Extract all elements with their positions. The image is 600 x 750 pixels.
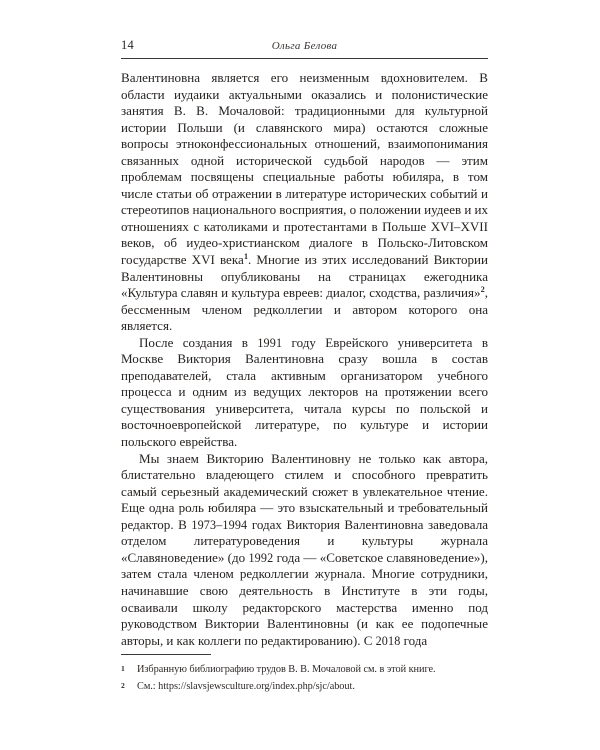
oldstyle-figure: 1992	[248, 550, 274, 565]
page-folio-number: 14	[121, 38, 134, 52]
footnote-marker: 2	[121, 680, 125, 690]
body-paragraph: Мы знаем Викторию Валентиновну не только как автора, блистательно владеющего стилем и способного превратить самый серьезный академический сюжет в увлекательное чтение. Еще одна роль юбиляра — это взыскательный и требовательный редактор. В 1973–1994 годах Виктория Валентиновна заведовала отделом литературоведения и культуры журнала «Славяноведение» (до 1992 года — «Советское славяноведение»), затем стала членом редколлегии журнала. Многие сотрудники, начинавшие свою деятельность в Институте в эти годы, осваивали школу редакторского мастерства именно под руководством Виктории Валентиновны (и как ее подопечные авторы, и как коллеги по редактированию). С 2018 года	[121, 450, 489, 648]
footnote-list	[121, 663, 488, 693]
oldstyle-figure: 2018	[375, 633, 401, 648]
body-text-block	[121, 70, 488, 649]
running-head-title: Ольга Белова	[271, 40, 338, 52]
body-paragraph: После создания в 1991 году Еврейского университета в Москве Виктория Валентиновна сразу вошла в состав преподавателей, стала активным организатором учебного процесса и одним из ведущих лекторов на протяжении всего существования университета, читала курсы по польской и восточноевропейской литературе, по культуре и истории польского еврейства.	[121, 334, 488, 450]
footnote-item	[121, 663, 488, 677]
footnote-reference[interactable]: 2	[480, 285, 485, 295]
footnote-text: Избранную библиографию трудов В. В. Мочаловой см. в этой книге.	[137, 664, 436, 675]
footnote-marker: 1	[121, 664, 125, 673]
body-paragraph: Валентиновна является его неизменным вдохновителем. В области иудаики актуальными оказались и полонистические занятия В. В. Мочаловой: традиционными для культурной истории Польши (и славянского мира) остаются сложные вопросы этноконфессиональных отношений, взаимопонимания связанных одной исторической судьбой народов — этим проблемам посвящены специальные работы юбиляра, в том числе статьи об отражении в литературе исторических событий и стереотипов национального восприятия, о положении иудеев и их отношениях с католиками и протестантами в Польше XVI–XVII веков, об иудео-христианском диалоге в Польско-Литовском государстве XVI века$^1$. Многие из этих исследований Виктории Валентиновны опубликованы на страницах ежегодника «Культура славян и культура евреев: диалог, сходства, различия»$^2$, бессменным членом редколлегии и автором которого она является.	[121, 70, 488, 334]
footnote-area	[121, 654, 488, 696]
footnote-text: См.: https://slavsjewsculture.org/index.php/sjc/about.	[137, 680, 355, 692]
oldstyle-figure: 1991	[257, 335, 283, 350]
footnote-separator-rule	[121, 654, 211, 655]
running-head-rule	[121, 58, 488, 59]
footnote-reference[interactable]: 1	[243, 252, 248, 262]
footnote-item	[121, 680, 488, 694]
running-head	[121, 38, 488, 58]
oldstyle-figure: 1973–1994	[191, 517, 248, 532]
